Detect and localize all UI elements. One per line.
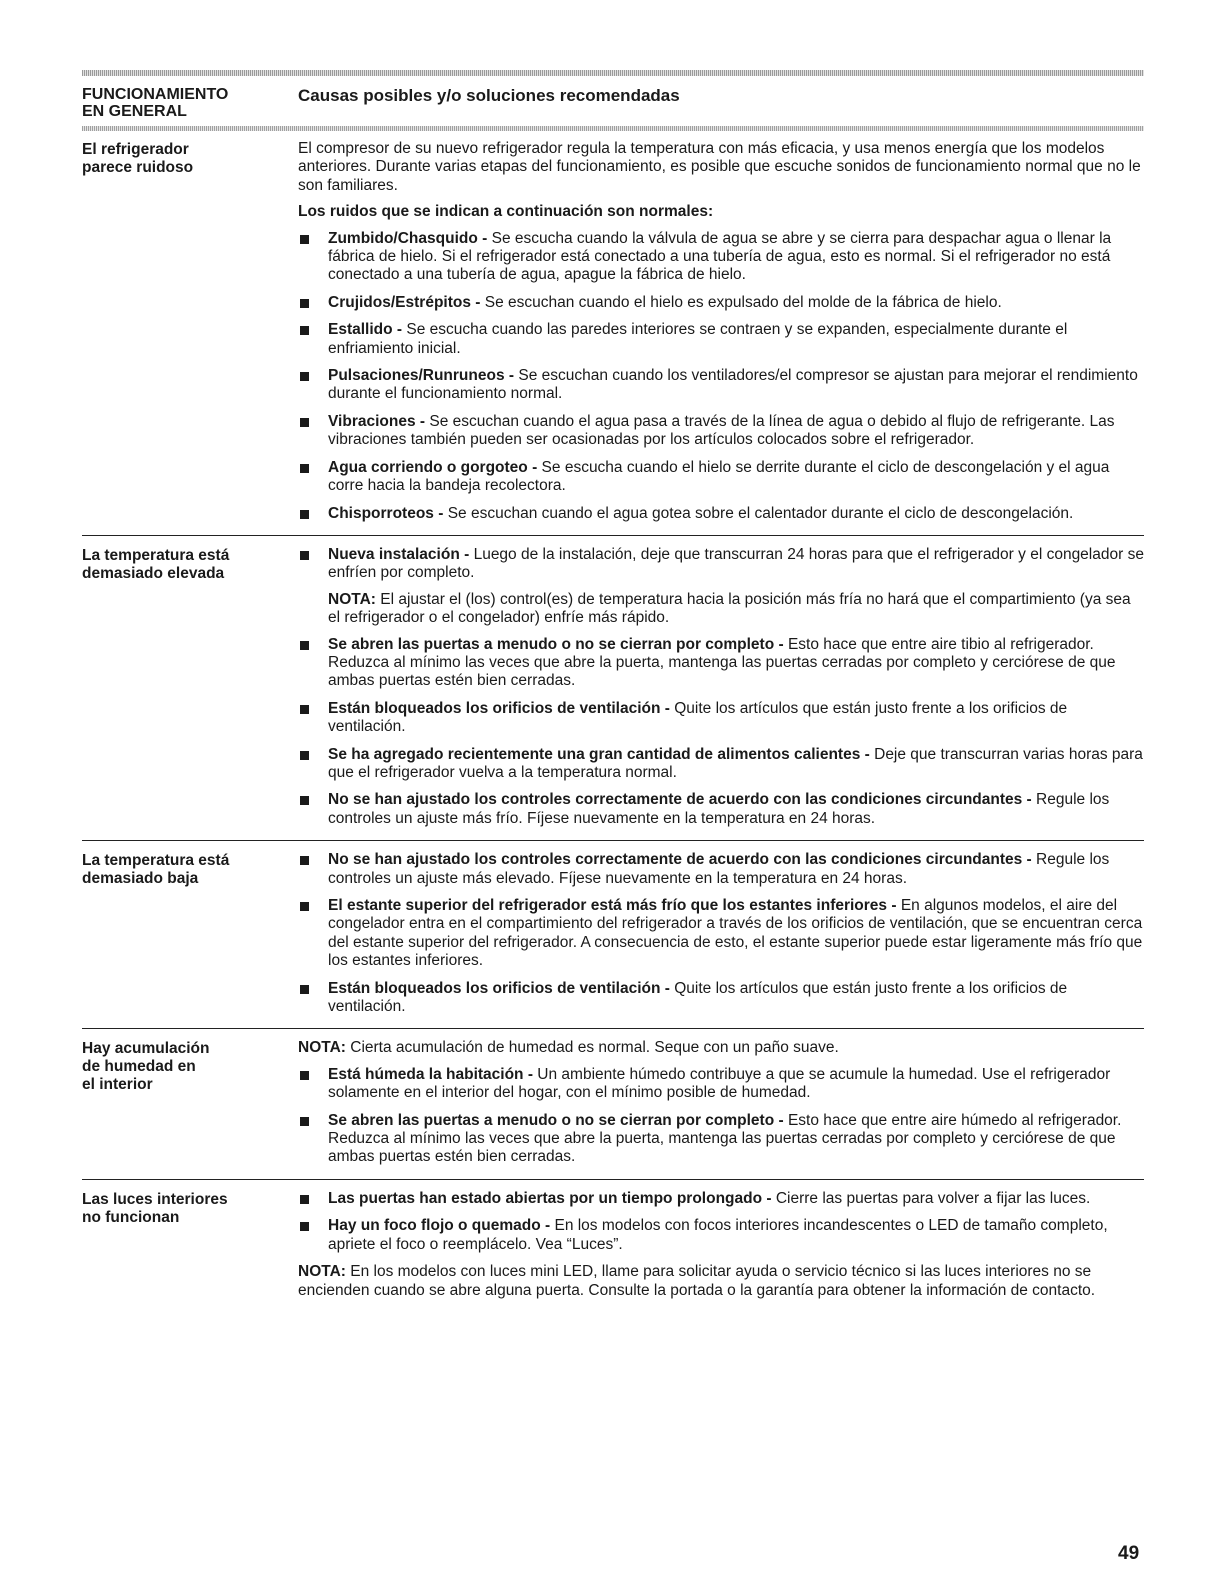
table-header [82,76,1144,126]
section-content [298,851,1144,1016]
list-item: Agua corriendo o gorgoteo - Se escucha cuando el hielo se derrite durante el ciclo de descongelación y el agua corre hacia la bandeja recolectora. [298,459,1144,496]
condition-label: Las luces interiores no funcionan [82,1190,228,1226]
list-item: Zumbido/Chasquido - Se escucha cuando la válvula de agua se abre y se cierra para despachar agua o llenar la fábrica de hielo. Si el refrigerador está conectado a una tubería de agua, esto es normal. Si el refrigerador no está conectado a una tubería de agua, apague la fábrica de hielo. [298,230,1144,285]
list-item: Nueva instalación - Luego de la instalación, deje que transcurran 24 horas para que el refrigerador y el congelador se enfríen por completo. [298,546,1144,583]
list-item: Están bloqueados los orificios de ventilación - Quite los artículos que están justo frente a los orificios de ventilación. [298,700,1144,737]
condition-label: La temperatura está demasiado baja [82,852,230,888]
cause-list [298,636,1144,829]
list-item: No se han ajustado los controles correctamente de acuerdo con las condiciones circundantes - Regule los controles un ajuste más elevado. Fíjese nuevamente en la temperatura en 24 horas. [298,851,1144,888]
condition-label: El refrigerador parece ruidoso [82,141,194,176]
header-rule [82,126,1144,131]
list-item: Se ha agregado recientemente una gran cantidad de alimentos calientes - Deje que transcurran varias horas para que el refrigerador vuelva a la temperatura normal. [298,746,1144,783]
normal-noises-subhead: Los ruidos que se indican a continuación son normales: [298,203,714,221]
section-temp-too-high [82,535,1144,828]
noise-list [298,230,1144,523]
cause-list [298,851,1144,1016]
note: NOTA: El ajustar el (los) control(es) de temperatura hacia la posición más fría no hará que el compartimiento (ya sea el refrigerador o el congelador) enfríe más rápido. [328,590,1131,627]
condition-label: La temperatura está demasiado elevada [82,546,230,582]
cause-list [298,1190,1144,1254]
header-operation-label: FUNCIONAMIENTO EN GENERAL [82,86,229,120]
list-item: Chisporroteos - Se escuchan cuando el agua gotea sobre el calentador durante el ciclo de descongelación. [298,505,1144,523]
section-noisy [82,140,1144,523]
list-item: El estante superior del refrigerador está más frío que los estantes inferiores - En algunos modelos, el aire del congelador entra en el compartimiento del refrigerador a través de los orificios de ventilación, que se encuentran cerca del estante superior del refrigerador. A consecuencia de esto, el estante superior puede estar ligeramente más frío que los estantes inferiores. [298,897,1144,971]
list-item: Se abren las puertas a menudo o no se cierran por completo - Esto hace que entre aire tibio al refrigerador. Reduzca al mínimo las veces que abre la puerta, mantenga las puertas cerradas por completo y cerciórese de que ambas puertas estén bien cerradas. [298,636,1144,691]
list-item: Está húmeda la habitación - Un ambiente húmedo contribuye a que se acumule la humedad. Use el refrigerador solamente en el interior del hogar, con el mínimo posible de humedad. [298,1066,1144,1103]
note: NOTA: En los modelos con luces mini LED, llame para solicitar ayuda o servicio técnico si las luces interiores no se encienden cuando se abre alguna puerta. Consulte la portada o la garantía para obtener la información de contacto. [298,1263,1096,1299]
list-item: Las puertas han estado abiertas por un tiempo prolongado - Cierre las puertas para volver a fijar las luces. [298,1190,1144,1208]
list-item: Crujidos/Estrépitos - Se escuchan cuando el hielo es expulsado del molde de la fábrica de hielo. [298,294,1144,312]
header-causes-label: Causas posibles y/o soluciones recomendadas [298,86,680,105]
section-content [298,546,1144,828]
page-number: 49 [1118,1543,1140,1564]
list-item: Pulsaciones/Runruneos - Se escuchan cuando los ventiladores/el compresor se ajustan para mejorar el rendimiento durante el funcionamiento normal. [298,367,1144,404]
section-content [298,1039,1144,1166]
section-content [298,1190,1144,1308]
list-item: Estallido - Se escucha cuando las paredes interiores se contraen y se expanden, especialmente durante el enfriamiento inicial. [298,321,1144,358]
section-humidity [82,1028,1144,1166]
list-item: Vibraciones - Se escuchan cuando el agua pasa a través de la línea de agua o debido al flujo de refrigerante. Las vibraciones también pueden ser ocasionadas por los artículos colocados sobre el refrigerador. [298,413,1144,450]
list-item: Se abren las puertas a menudo o no se cierran por completo - Esto hace que entre aire húmedo al refrigerador. Reduzca al mínimo las veces que abre la puerta, mantenga las puertas cerradas por completo y cerciórese de que ambas puertas estén bien cerradas. [298,1112,1144,1167]
cause-list [298,546,1144,583]
intro-paragraph: El compresor de su nuevo refrigerador regula la temperatura con más eficacia, y usa menos energía que los modelos anteriores. Durante varias etapas del funcionamiento, es posible que escuche sonidos de funcionamiento normal que no le son familiares. [298,140,1141,194]
list-item: Hay un foco flojo o quemado - En los modelos con focos interiores incandescentes o LED de tamaño completo, apriete el foco o reemplácelo. Vea “Luces”. [298,1217,1144,1254]
list-item: Están bloqueados los orificios de ventilación - Quite los artículos que están justo frente a los orificios de ventilación. [298,980,1144,1017]
section-temp-too-low [82,840,1144,1016]
troubleshooting-page [82,70,1144,1308]
list-item: No se han ajustado los controles correctamente de acuerdo con las condiciones circundantes - Regule los controles un ajuste más frío. Fíjese nuevamente en la temperatura en 24 horas. [298,791,1144,828]
section-lights [82,1179,1144,1308]
note: NOTA: Cierta acumulación de humedad es normal. Seque con un paño suave. [298,1039,839,1057]
cause-list [298,1066,1144,1167]
section-content [298,140,1144,523]
condition-label: Hay acumulación de humedad en el interior [82,1040,210,1094]
